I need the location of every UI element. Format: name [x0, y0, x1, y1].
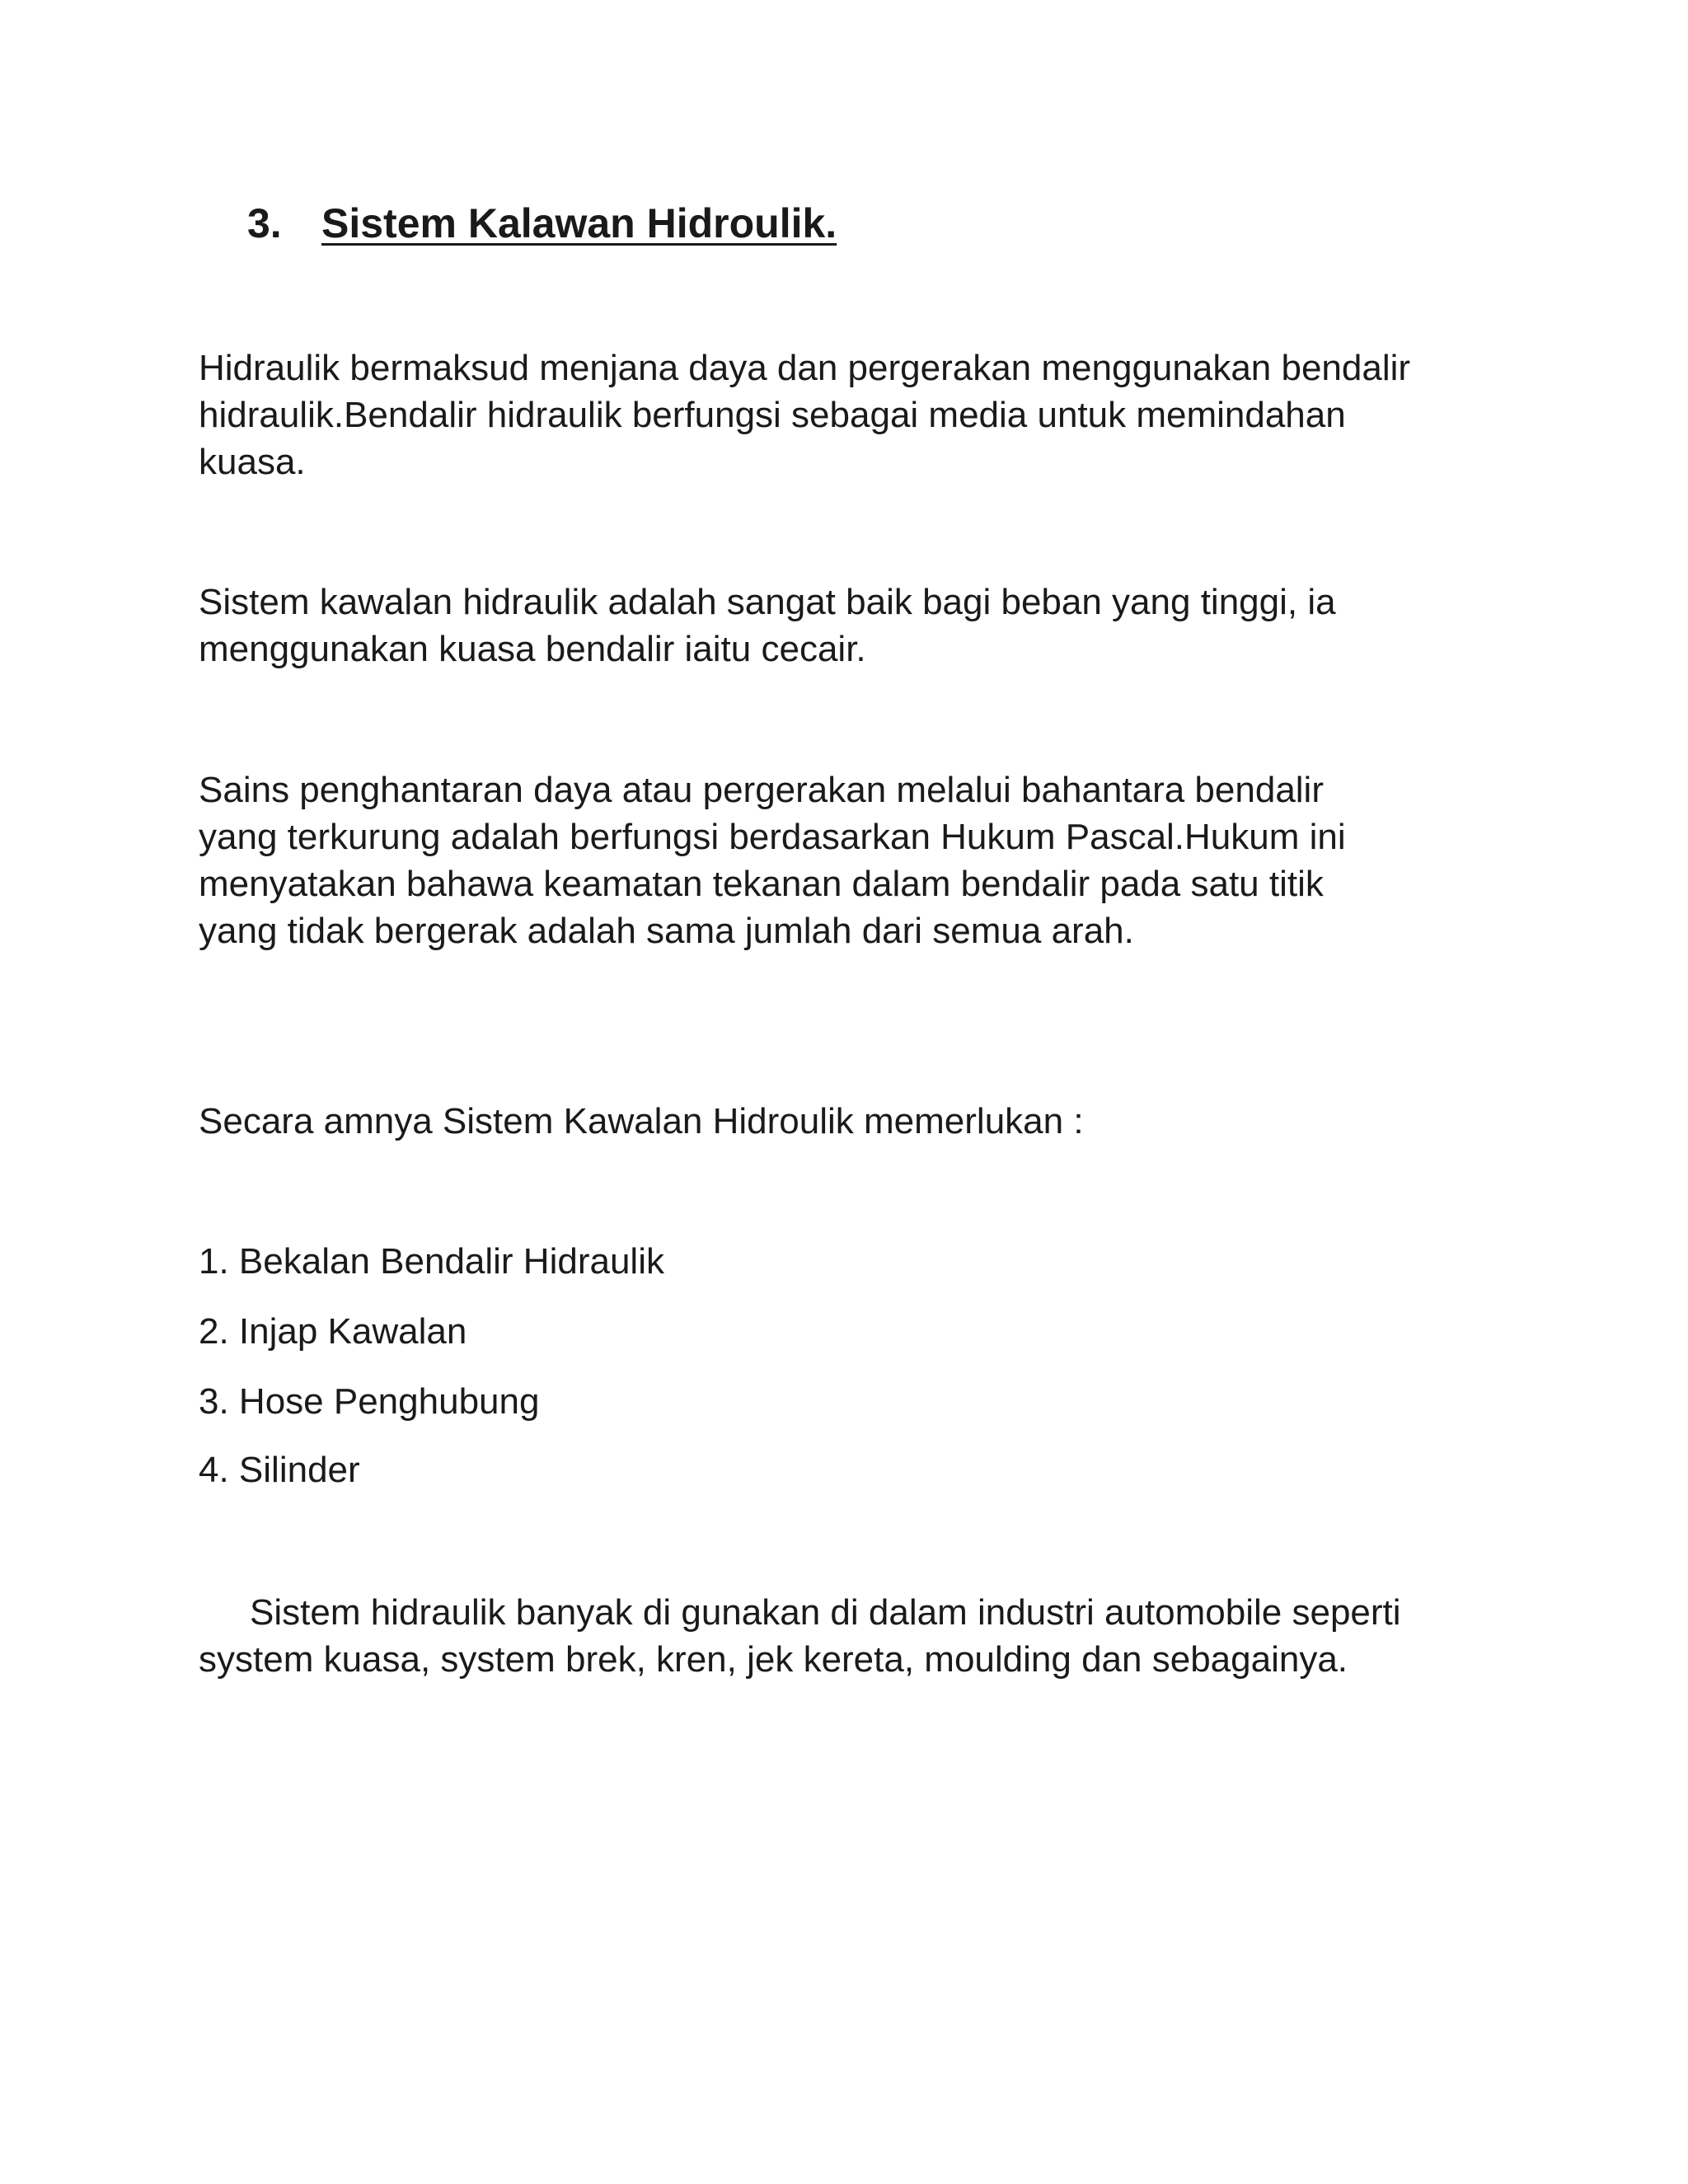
- paragraph-line: Secara amnya Sistem Kawalan Hidroulik memerlukan :: [199, 1101, 1084, 1141]
- paragraph-line: hidraulik.Bendalir hidraulik berfungsi sebagai media untuk memindahan: [199, 395, 1346, 435]
- list-item: 1. Bekalan Bendalir Hidraulik: [199, 1241, 664, 1282]
- paragraph-line: Sistem hidraulik banyak di gunakan di dalam industri automobile seperti: [250, 1592, 1401, 1633]
- list-item: 2. Injap Kawalan: [199, 1311, 467, 1352]
- paragraph-intro: [199, 1098, 1084, 1145]
- paragraph-pascal-law: [199, 766, 1346, 954]
- paragraph-line: yang tidak bergerak adalah sama jumlah dari semua arah.: [199, 911, 1134, 951]
- paragraph-line: Hidraulik bermaksud menjana daya dan pergerakan menggunakan bendalir: [199, 348, 1411, 388]
- paragraph-closing: [199, 1589, 1401, 1683]
- section-heading: [247, 194, 837, 252]
- paragraph-line: kuasa.: [199, 442, 306, 482]
- paragraph-line: Sains penghantaran daya atau pergerakan melalui bahantara bendalir: [199, 770, 1324, 810]
- section-number: 3.: [247, 200, 282, 246]
- paragraph-line: yang terkurung adalah berfungsi berdasarkan Hukum Pascal.Hukum ini: [199, 817, 1346, 857]
- paragraph-line: system kuasa, system brek, kren, jek kereta, moulding dan sebagainya.: [199, 1639, 1348, 1680]
- paragraph-line: menyatakan bahawa keamatan tekanan dalam bendalir pada satu titik: [199, 864, 1324, 904]
- list-item: 3. Hose Penghubung: [199, 1381, 540, 1422]
- list-item: 4. Silinder: [199, 1450, 360, 1490]
- paragraph-line: menggunakan kuasa bendalir iaitu cecair.: [199, 629, 866, 669]
- paragraph-advantage: [199, 579, 1336, 673]
- section-title: Sistem Kalawan Hidroulik.: [321, 200, 837, 246]
- paragraph-definition: [199, 344, 1410, 485]
- paragraph-line: Sistem kawalan hidraulik adalah sangat baik bagi beban yang tinggi, ia: [199, 582, 1336, 622]
